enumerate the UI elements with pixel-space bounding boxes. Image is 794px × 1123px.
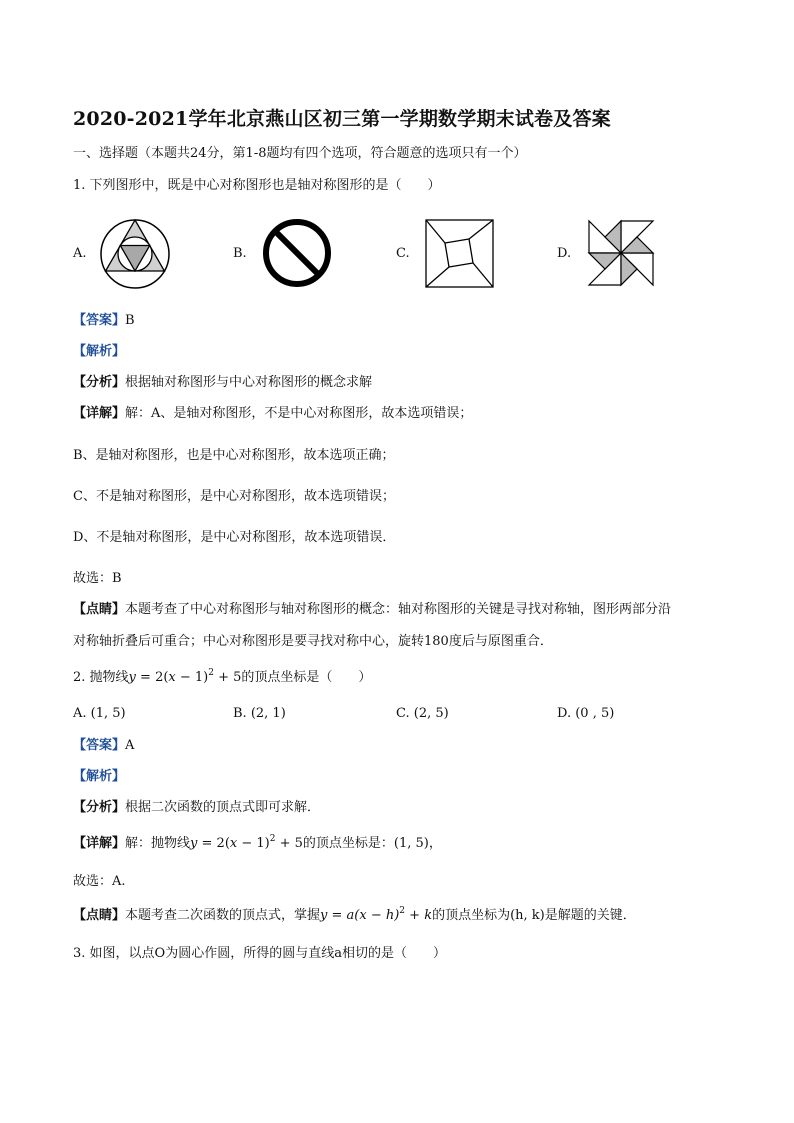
- q1-detail-line: 解：A、是轴对称图形，不是中心对称图形，故本选项错误；: [125, 406, 473, 421]
- comment-tag: 【点睛】: [73, 602, 126, 617]
- q2-stem-prefix: 2. 抛物线: [73, 670, 129, 685]
- q1-option-d-label: D.: [557, 246, 572, 261]
- q2-stem: [73, 670, 371, 686]
- q2-formula-part: − 1): [175, 670, 209, 685]
- q1-figure-a: [98, 217, 172, 291]
- detail-tag: 【详解】: [73, 406, 126, 421]
- q1-option-b-label: B.: [233, 246, 247, 261]
- q2-stem-suffix: 的顶点坐标是（ ）: [241, 670, 372, 685]
- q2-answer: [73, 738, 134, 754]
- q1-detail-line: C、不是轴对称图形，是中心对称图形，故本选项错误；: [73, 489, 395, 504]
- q2-formula-exp: 2: [208, 668, 214, 678]
- q1-detail-line: B、是轴对称图形，也是中心对称图形，故本选项正确；: [73, 448, 395, 463]
- q2-detail-suffix: 的顶点坐标是：(1, 5)，: [302, 836, 442, 851]
- q2-formula-lhs: y: [128, 670, 136, 685]
- q1-comment: [73, 602, 671, 618]
- fenxi-tag: 【分析】: [73, 800, 126, 815]
- q1-option-a-label: A.: [73, 246, 87, 261]
- q3-stem: 3. 如图，以点O为圆心作圆，所得的圆与直线a相切的是（ ）: [73, 946, 446, 961]
- q1-stem: 1. 下列图形中，既是中心对称图形也是轴对称图形的是（ ）: [73, 178, 441, 193]
- section-heading: 一、选择题（本题共24分，第1-8题均有四个选项，符合题意的选项只有一个）: [73, 146, 527, 161]
- q2-formula-lhs: y: [190, 836, 198, 851]
- q2-option-b: B. (2, 1): [233, 706, 286, 721]
- q2-comment-suffix: 的顶点坐标为(h, k)是解题的关键．: [432, 908, 636, 923]
- q1-analysis-tag: 【解析】: [73, 344, 126, 359]
- q1-answer-value: B: [125, 313, 135, 328]
- q2-option-a: A. (1, 5): [73, 706, 126, 721]
- q2-comment-formula: y = a(x − h): [320, 908, 400, 923]
- q2-option-d: D. (0 , 5): [557, 706, 615, 721]
- q1-detail-line: D、不是轴对称图形，是中心对称图形，故本选项错误．: [73, 530, 396, 545]
- q1-figure-d: [587, 219, 655, 287]
- comment-tag: 【点睛】: [73, 908, 126, 923]
- q2-detail-prefix: 解：抛物线: [125, 836, 191, 851]
- q1-choice: 故选：B: [73, 571, 122, 586]
- q1-answer: [73, 313, 135, 329]
- q2-fenxi: [73, 800, 320, 816]
- q2-comment-prefix: 本题考查二次函数的顶点式，掌握: [125, 908, 321, 923]
- detail-tag: 【详解】: [73, 836, 126, 851]
- q2-formula-x: x: [229, 836, 238, 851]
- fenxi-tag: 【分析】: [73, 375, 126, 390]
- q1-figure-b: [260, 216, 334, 290]
- q2-formula-part: + 5: [213, 670, 242, 685]
- q1-fenxi: [73, 375, 372, 391]
- page-title: 2020-2021学年北京燕山区初三第一学期数学期末试卷及答案: [73, 108, 611, 130]
- q1-figure-c: [425, 219, 495, 289]
- q2-answer-value: A: [125, 738, 135, 753]
- q2-option-c: C. (2, 5): [396, 706, 449, 721]
- q2-analysis-tag: 【解析】: [73, 769, 126, 784]
- q1-fenxi-text: 根据轴对称图形与中心对称图形的概念求解: [125, 375, 373, 390]
- q2-comment: [73, 908, 636, 924]
- q2-choice: 故选：A.: [73, 874, 126, 889]
- answer-tag: 【答案】: [73, 738, 126, 753]
- q2-formula-part: + 5: [275, 836, 303, 851]
- q2-formula-part: = 2(: [197, 836, 230, 851]
- q2-formula-exp: 2: [399, 906, 406, 916]
- q2-detail: [73, 836, 442, 852]
- q1-comment-text: 本题考查了中心对称图形与轴对称图形的概念：轴对称图形的关键是寻找对称轴，图形两部分沿: [125, 602, 672, 617]
- answer-tag: 【答案】: [73, 313, 126, 328]
- q1-option-c-label: C.: [396, 246, 410, 261]
- q1-comment-line2: 对称轴折叠后可重合；中心对称图形是要寻找对称中心，旋转180度后与原图重合．: [73, 634, 553, 649]
- q2-fenxi-text: 根据二次函数的顶点式即可求解．: [125, 800, 321, 815]
- q2-formula-part: = 2(: [135, 670, 169, 685]
- q1-detail: [73, 406, 472, 422]
- q2-formula-exp: 2: [269, 834, 276, 844]
- q2-formula-x: x: [168, 670, 176, 685]
- q2-comment-formula-tail: + k: [405, 908, 433, 923]
- q2-formula-part: − 1): [237, 836, 270, 851]
